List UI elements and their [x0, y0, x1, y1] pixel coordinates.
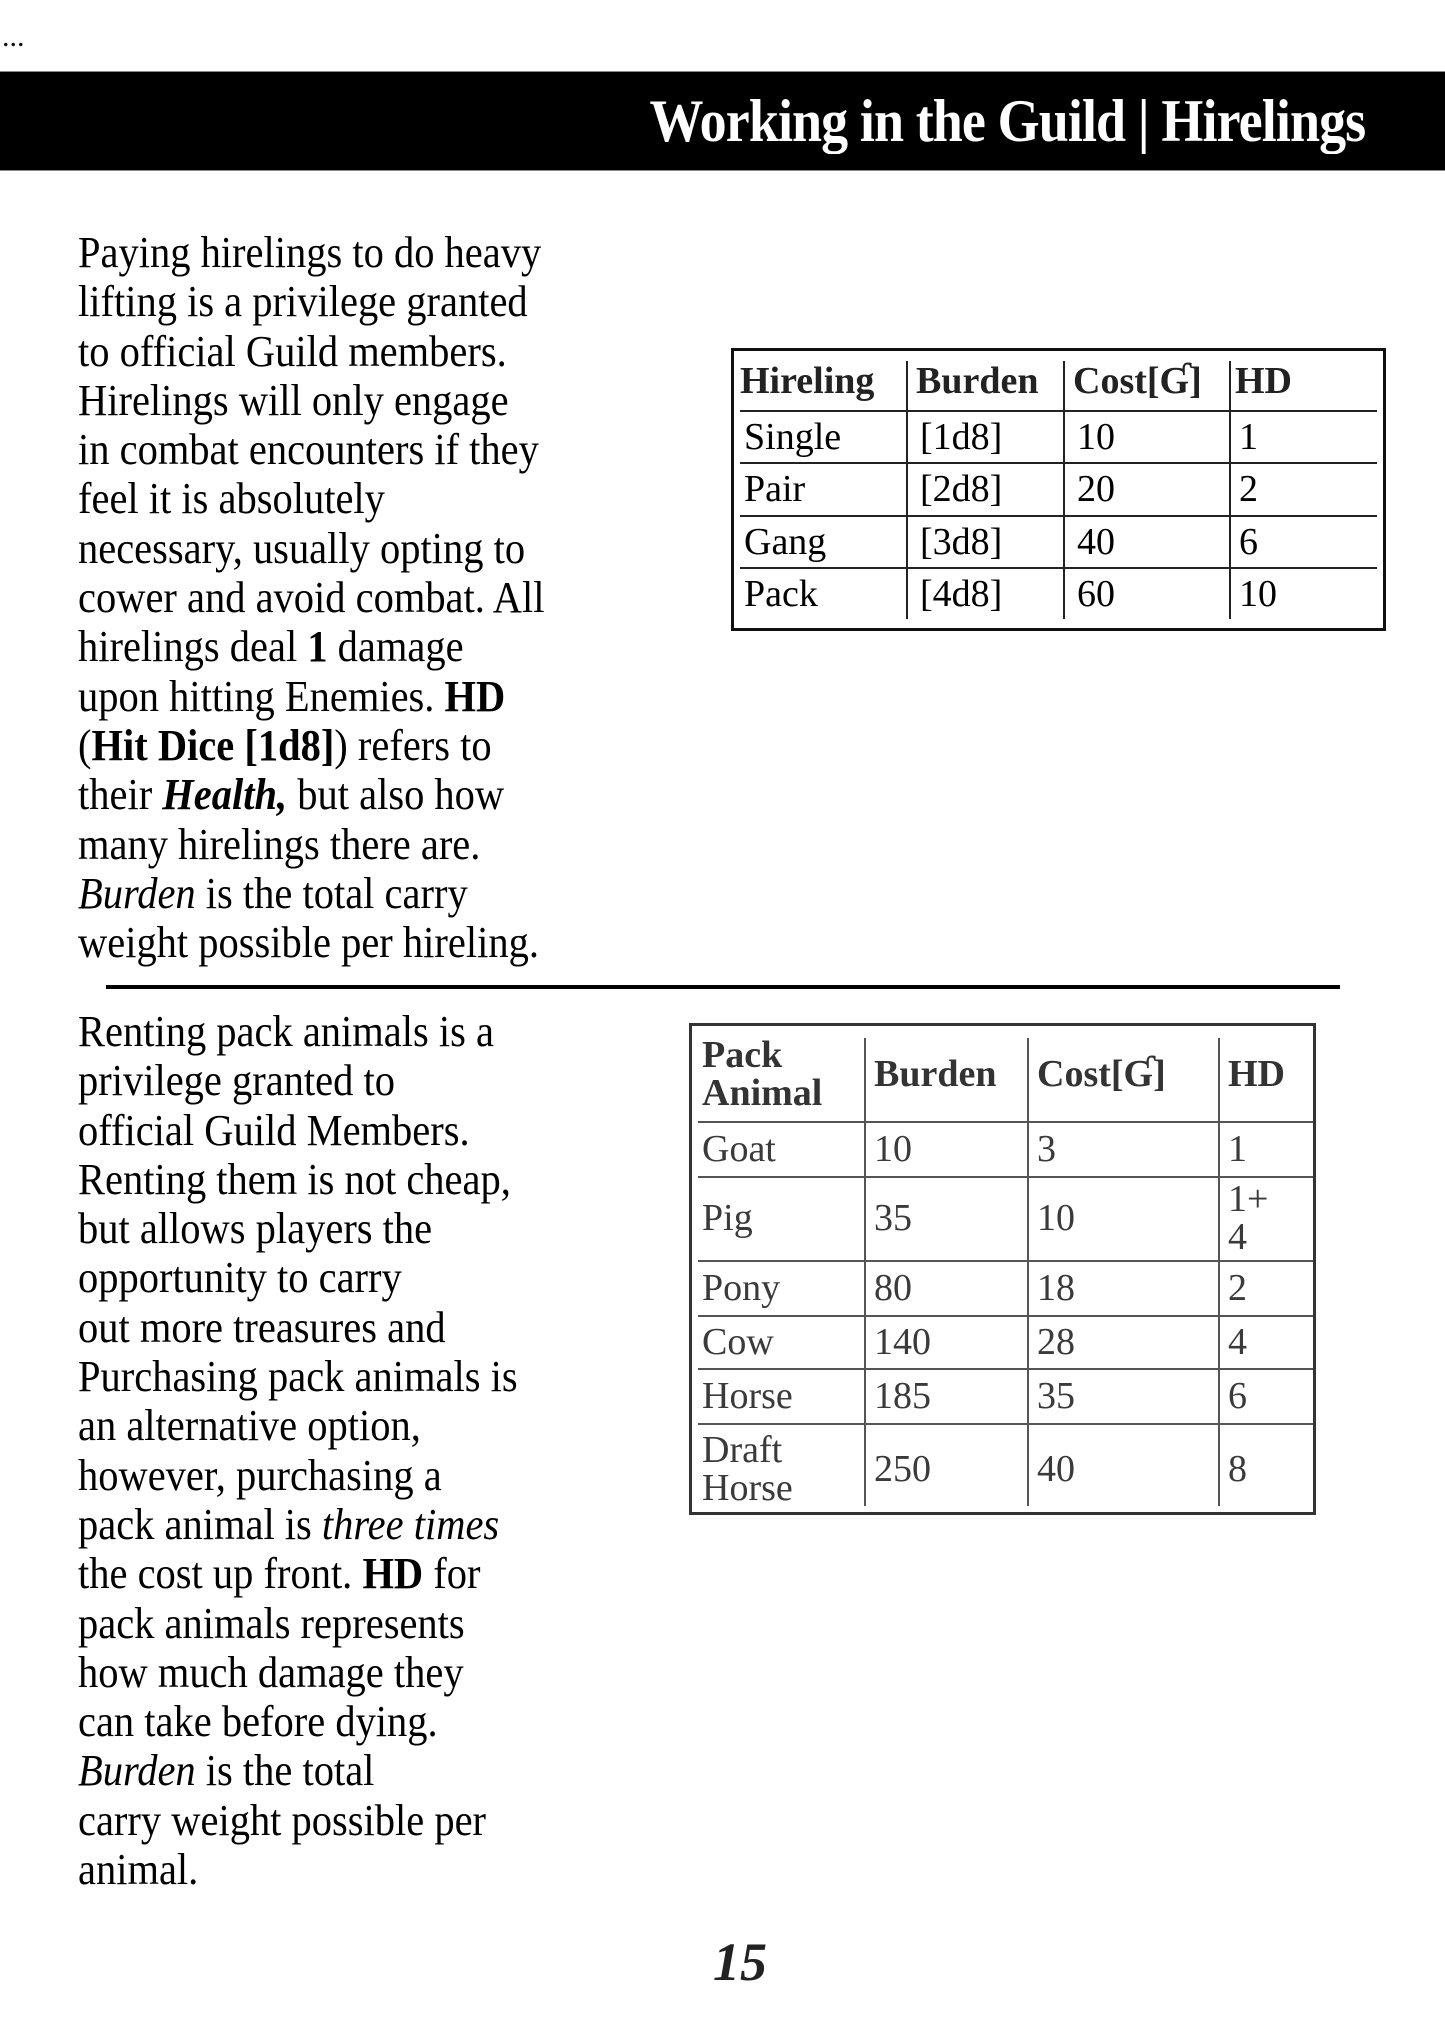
table-cell: [3d8]	[920, 521, 1003, 563]
column-header: HD	[1235, 360, 1292, 402]
text-run: for	[423, 1549, 481, 1599]
text-run: animal.	[78, 1845, 199, 1895]
text-run: an alternative option,	[78, 1401, 421, 1451]
text-line	[78, 1253, 518, 1302]
text-run: in combat encounters if they	[78, 425, 539, 475]
text-run: but allows players the	[78, 1204, 433, 1254]
italic-text: three times	[321, 1499, 500, 1549]
text-run: is the total carry	[195, 868, 468, 918]
table-cell: 20	[1077, 468, 1115, 510]
column-header: Burden	[916, 360, 1039, 402]
text-run: ) refers to	[334, 720, 492, 770]
text-line	[78, 721, 545, 770]
table-cell: 250	[874, 1448, 931, 1490]
text-line	[78, 770, 545, 819]
column-header: Hireling	[740, 360, 875, 402]
text-run: many hirelings there are.	[78, 819, 481, 869]
text-run: Renting pack animals is a	[78, 1007, 494, 1056]
text-line	[78, 425, 545, 474]
column-header: Pack	[702, 1033, 783, 1076]
text-run: how much damage they	[78, 1647, 464, 1697]
text-line	[78, 1549, 518, 1598]
table-cell: [2d8]	[920, 468, 1003, 510]
text-run: official Guild Members.	[78, 1105, 470, 1155]
table-cell: 140	[874, 1320, 931, 1363]
text-line	[78, 524, 545, 573]
text-line	[78, 573, 545, 622]
text-line	[78, 918, 545, 967]
table-cell: 35	[1037, 1374, 1075, 1417]
text-line	[78, 1697, 518, 1746]
text-run: necessary, usually opting to	[78, 523, 526, 573]
text-line	[78, 228, 545, 277]
table-cell: 1	[1239, 416, 1258, 458]
column-header: Burden	[874, 1052, 997, 1095]
table-cell: 2	[1239, 468, 1258, 510]
text-run: weight possible per hireling.	[78, 918, 539, 968]
italic-text: Burden	[78, 868, 196, 918]
table-cell: 10	[1239, 573, 1277, 615]
table-cell: 1+	[1228, 1178, 1269, 1220]
text-line	[78, 1204, 518, 1253]
text-run: however, purchasing a	[78, 1450, 442, 1500]
row-divider	[698, 1368, 1313, 1370]
text-run: cower and avoid combat. All	[78, 573, 545, 623]
text-line	[78, 1599, 518, 1648]
table-cell: 185	[874, 1374, 931, 1417]
text-run: pack animals represents	[78, 1598, 465, 1648]
row-divider	[740, 515, 1377, 517]
row-divider	[740, 410, 1377, 412]
table-cell: Gang	[744, 521, 827, 563]
text-run: feel it is absolutely	[78, 474, 385, 524]
text-line	[78, 672, 545, 721]
table-cell: 6	[1228, 1374, 1247, 1417]
bold-italic-text: Health,	[162, 770, 288, 820]
table-cell: Pack	[744, 573, 818, 615]
text-line	[78, 1845, 518, 1894]
text-run: their	[78, 770, 163, 820]
table-cell: 8	[1228, 1448, 1247, 1490]
text-run: Hirelings will only engage	[78, 375, 509, 425]
table-cell: 80	[874, 1266, 912, 1309]
table-cell: 10	[1077, 416, 1115, 458]
column-divider	[1218, 1038, 1220, 1506]
text-run: out more treasures and	[78, 1302, 446, 1352]
text-run: carry weight possible per	[78, 1795, 487, 1845]
table-cell: Cow	[702, 1320, 774, 1363]
text-line	[78, 1401, 518, 1450]
table-cell: Horse	[702, 1374, 793, 1417]
page-title: Working in the Guild | Hirelings	[649, 88, 1365, 154]
column-header: HD	[1228, 1052, 1285, 1095]
table-cell: [1d8]	[920, 416, 1003, 458]
bold-text: Hit Dice [1d8]	[91, 720, 335, 770]
column-divider	[1063, 361, 1065, 619]
table-cell: Draft	[702, 1429, 783, 1471]
text-line	[78, 1155, 518, 1204]
table-cell: 6	[1239, 521, 1258, 563]
pack-animals-table	[689, 1023, 1316, 1515]
hirelings-paragraph	[78, 228, 545, 967]
table-cell: 18	[1037, 1266, 1075, 1309]
text-line	[78, 277, 545, 326]
column-divider	[864, 1038, 866, 1506]
text-run: to official Guild members.	[78, 326, 507, 376]
text-run: opportunity to carry	[78, 1253, 402, 1303]
row-divider	[698, 1315, 1313, 1317]
table-cell: Pig	[702, 1197, 753, 1239]
column-header: Cost[Ɠ]	[1073, 360, 1202, 402]
row-divider	[740, 462, 1377, 464]
table-cell: 1	[1228, 1127, 1247, 1170]
text-run: hirelings deal	[78, 622, 308, 672]
table-cell: Pair	[744, 468, 806, 510]
hirelings-table	[731, 348, 1386, 631]
text-run: Purchasing pack animals is	[78, 1352, 518, 1402]
table-cell: 4	[1228, 1320, 1247, 1363]
table-cell: 35	[874, 1197, 912, 1239]
table-cell: 10	[1037, 1197, 1075, 1239]
text-line	[78, 1056, 518, 1105]
text-run: privilege granted to	[78, 1056, 395, 1106]
text-line	[78, 1303, 518, 1352]
column-header: Animal	[702, 1071, 823, 1114]
table-cell: 10	[874, 1127, 912, 1170]
text-line	[78, 474, 545, 523]
text-run: but also how	[287, 770, 505, 820]
table-cell: 4	[1228, 1216, 1247, 1258]
table-cell: 28	[1037, 1320, 1075, 1363]
text-line	[78, 820, 545, 869]
column-header: Cost[Ɠ]	[1037, 1052, 1166, 1095]
row-divider	[698, 1121, 1313, 1123]
text-run: damage	[327, 622, 464, 672]
table-cell: Pony	[702, 1266, 781, 1309]
text-line	[78, 1352, 518, 1401]
italic-text: Burden	[78, 1746, 196, 1796]
top-ellipsis: ...	[2, 20, 25, 53]
text-line	[78, 1648, 518, 1697]
text-run: (	[78, 720, 92, 770]
row-divider	[698, 1423, 1313, 1425]
text-line	[78, 1451, 518, 1500]
column-divider	[1229, 361, 1231, 619]
text-line	[78, 327, 545, 376]
row-divider	[698, 1176, 1313, 1178]
text-line	[78, 1007, 518, 1056]
table-cell: 2	[1228, 1266, 1247, 1309]
row-divider	[740, 567, 1377, 569]
text-line	[78, 1746, 518, 1795]
text-line	[78, 1106, 518, 1155]
text-run: Renting them is not cheap,	[78, 1154, 511, 1204]
table-cell: [4d8]	[920, 573, 1003, 615]
text-run: pack animal is	[78, 1499, 322, 1549]
text-run: upon hitting Enemies.	[78, 671, 445, 721]
page-number: 15	[713, 1932, 767, 1992]
table-cell: 40	[1037, 1448, 1075, 1490]
bold-text: HD	[362, 1549, 424, 1599]
table-cell: Horse	[702, 1467, 793, 1509]
text-line	[78, 869, 545, 918]
text-line	[78, 376, 545, 425]
column-divider	[1027, 1038, 1029, 1506]
table-cell: Goat	[702, 1127, 776, 1170]
table-cell: 40	[1077, 521, 1115, 563]
column-divider	[906, 361, 908, 619]
table-cell: Single	[744, 416, 842, 458]
bold-text: 1	[307, 622, 328, 672]
text-run: can take before dying.	[78, 1697, 438, 1747]
bold-text: HD	[444, 671, 506, 721]
text-run: the cost up front.	[78, 1549, 363, 1599]
header-bar	[0, 71, 1445, 171]
text-run: is the total	[195, 1746, 375, 1796]
text-run: lifting is a privilege granted	[78, 277, 528, 327]
section-divider	[106, 985, 1340, 989]
pack-animals-paragraph	[78, 1007, 518, 1894]
text-line	[78, 1500, 518, 1549]
text-line	[78, 1796, 518, 1845]
text-line	[78, 622, 545, 671]
table-cell: 3	[1037, 1127, 1056, 1170]
table-cell: 60	[1077, 573, 1115, 615]
text-run: Paying hirelings to do heavy	[78, 228, 542, 277]
row-divider	[698, 1260, 1313, 1262]
